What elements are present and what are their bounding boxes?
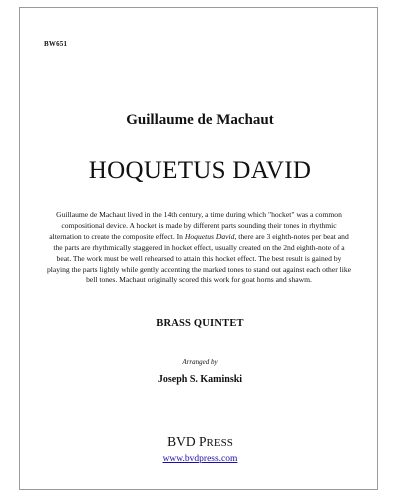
description-paragraph <box>46 210 352 286</box>
ensemble-label: BRASS QUINTET <box>156 318 244 329</box>
publisher-name <box>0 434 400 450</box>
description-text-part1: Guillaume de Machaut lived in the 14th century, a time during which "hocket" was a common compositional device. A hocket is made by different parts sounding their tones in rhythmic alternation to create the composite effect. In <box>49 210 342 241</box>
description-italic-title: Hoquetus David <box>184 231 235 241</box>
arranged-by-label: Arranged by <box>182 358 218 366</box>
arranger-name: Joseph S. Kaminski <box>157 374 243 385</box>
website-link[interactable]: www.bvdpress.com <box>162 454 238 464</box>
composer-name: Guillaume de Machaut <box>126 112 274 128</box>
catalog-number: BW651 <box>44 40 68 48</box>
piece-title: HOQUETUS DAVID <box>88 157 312 184</box>
publisher-rest: RESS <box>206 437 233 449</box>
description-text-part2: , there are 3 eighth-notes per beat and the parts are rhythmically staggered in hocket effect, usually created on the 2nd eighth-note of a beat. The work must be well rehearsed to attain this hocket effect. The best result is gained by playing the parts lightly while gently accenting the marked tones to stand out against each other like bell tones. Machaut originally scored this work for goat horns and shawm. <box>46 231 352 285</box>
publisher-initials: BVD P <box>167 434 207 449</box>
